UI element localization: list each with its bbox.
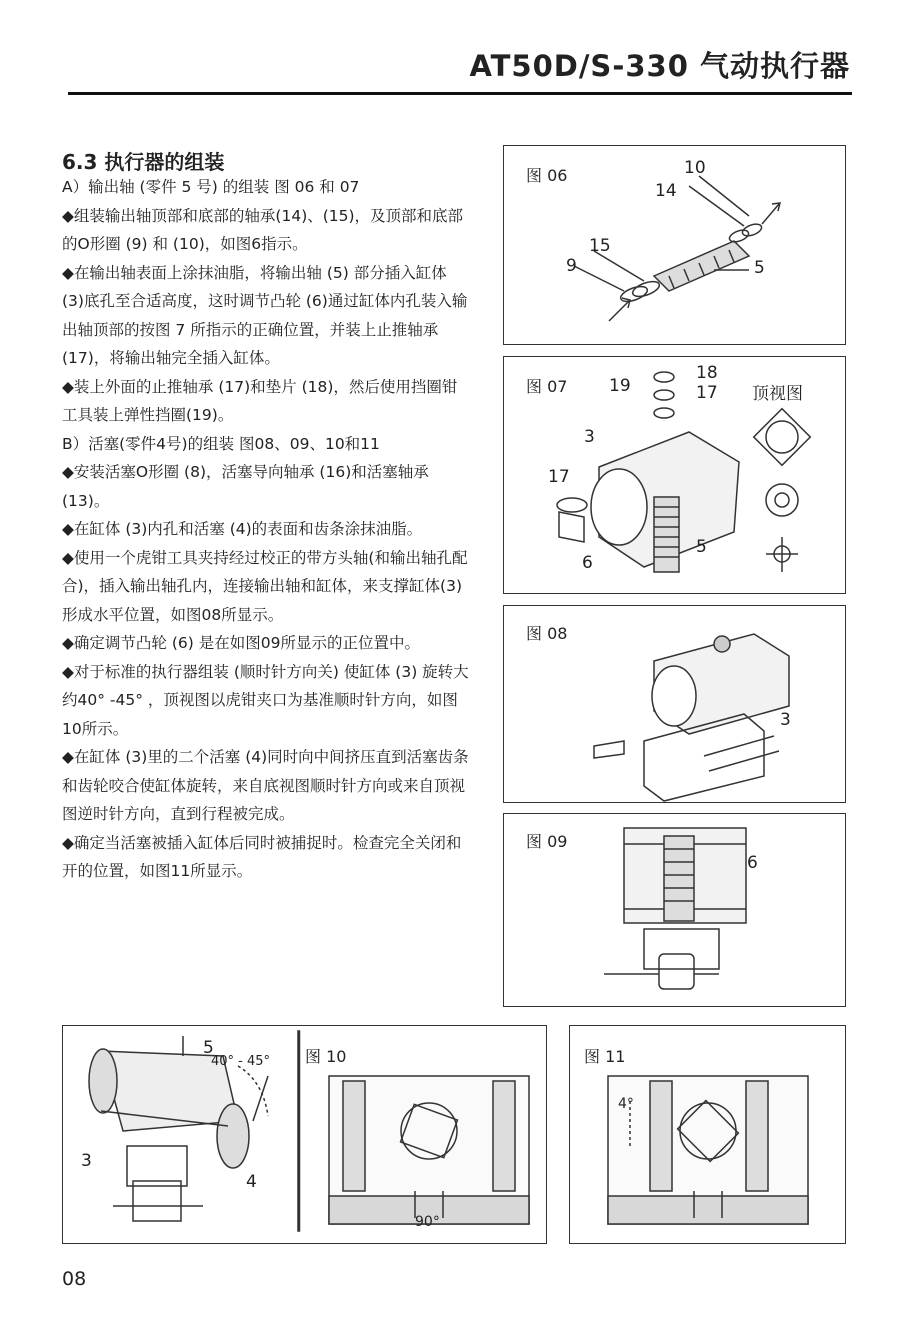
paragraph: ◆在缸体 (3)内孔和活塞 (4)的表面和齿条涂抹油脂。: [62, 520, 423, 538]
figure-06: [503, 145, 846, 345]
header-divider: [68, 92, 852, 95]
figure-11: [569, 1025, 846, 1244]
callout-5: 5: [203, 1038, 214, 1058]
figure-08: [503, 605, 846, 803]
figure-09: [503, 813, 846, 1007]
callout-3: 3: [81, 1151, 92, 1171]
callout-4: 4: [246, 1172, 257, 1192]
paragraph: ◆确定当活塞被插入缸体后同时被捕捉时。检查完全关闭和开的位置，如图11所显示。: [62, 833, 462, 880]
callout-17: 17: [696, 383, 718, 403]
callout-14: 14: [655, 181, 677, 201]
angle-90-label: 90°: [415, 1214, 440, 1230]
rotation-angle-label: 40° - 45°: [211, 1054, 271, 1069]
callout-5: 5: [696, 537, 707, 557]
paragraph: ◆安装活塞O形圈 (8)，活塞导向轴承 (16)和活塞轴承 (13)。: [62, 463, 429, 510]
callout-3: 3: [780, 710, 791, 730]
callout-3: 3: [584, 427, 595, 447]
paragraph: ◆使用一个虎钳工具夹持经过校正的带方头轴(和输出轴孔配合)，插入输出轴孔内，连接输出轴和缸体，来支撑缸体(3)形成水平位置，如图08所显示。: [62, 548, 468, 624]
angle-4-label: 4°: [618, 1096, 634, 1112]
instructions-body: [62, 173, 472, 886]
figure-label: 图 09: [526, 832, 568, 851]
paragraph: ◆确定调节凸轮 (6) 是在如图09所显示的正位置中。: [62, 634, 420, 652]
figure-label: 图 11: [584, 1047, 626, 1066]
page-number: 08: [62, 1268, 87, 1290]
paragraph: ◆组装输出轴顶部和底部的轴承(14)、(15)，及顶部和底部的O形圈 (9) 和 (10)，如图6指示。: [62, 206, 464, 253]
callout-17: 17: [548, 467, 570, 487]
figure-07: [503, 356, 846, 594]
callout-5: 5: [754, 258, 765, 278]
figure-label: 图 10: [305, 1047, 347, 1066]
document-title: AT50D/S-330 气动执行器: [469, 49, 850, 83]
figure-label: 图 08: [526, 624, 568, 643]
figure-rotation-angle: [62, 1025, 547, 1244]
callout-6: 6: [582, 553, 593, 573]
callout-6: 6: [747, 853, 758, 873]
paragraph: ◆在缸体 (3)里的二个活塞 (4)同时向中间挤压直到活塞齿条和齿轮咬合使缸体旋转，来自底视图顺时针方向或来自顶视图逆时针方向，直到行程被完成。: [62, 748, 469, 823]
paragraph: A）输出轴 (零件 5 号) 的组装 图 06 和 07: [62, 178, 360, 196]
figure-label: 图 07: [526, 377, 568, 396]
callout-10: 10: [684, 158, 706, 178]
top-view-label: 顶视图: [752, 384, 803, 404]
paragraph: ◆装上外面的止推轴承 (17)和垫片 (18)，然后使用挡圈钳工具装上弹性挡圈(19)。: [62, 377, 458, 424]
paragraph: B）活塞(零件4号)的组装 图08、09、10和11: [62, 434, 380, 453]
callout-18: 18: [696, 363, 718, 383]
figure-label: 图 06: [526, 166, 568, 185]
callout-19: 19: [609, 376, 631, 396]
paragraph: ◆对于标准的执行器组装 (顺时针方向关) 使缸体 (3) 旋转大约40° -45° ，顶视图以虎钳夹口为基准顺时针方向，如图10所示。: [62, 662, 469, 738]
callout-15: 15: [589, 236, 611, 256]
paragraph: ◆在输出轴表面上涂抹油脂，将输出轴 (5) 部分插入缸体 (3)底孔至合适高度，这时调节凸轮 (6)通过缸体内孔装入输出轴顶部的按图 7 所指示的正确位置，并装上止推轴承 (17)，将输出轴完全插入缸体。: [62, 263, 468, 367]
callout-9: 9: [566, 256, 577, 276]
section-heading: 6.3 执行器的组装: [62, 150, 225, 174]
